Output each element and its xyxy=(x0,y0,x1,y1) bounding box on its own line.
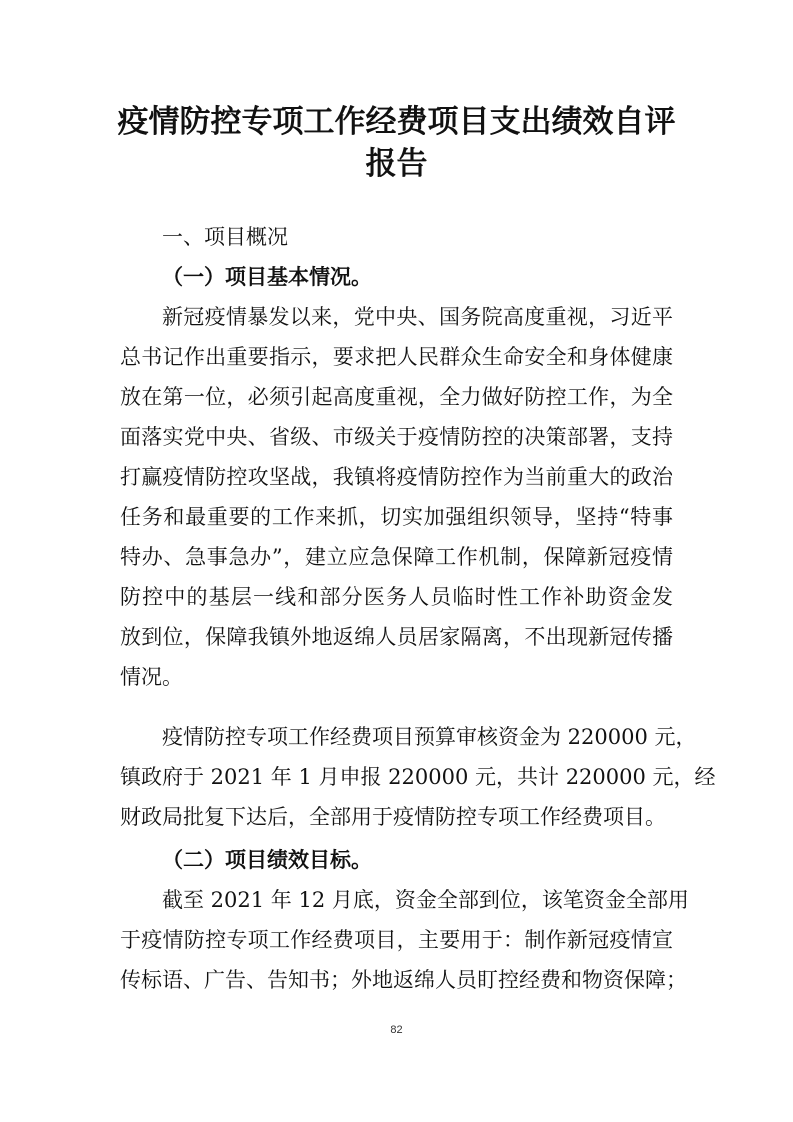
paragraph-3-line: 截至 2021 年 12 月底，资金全部到位，该笔资金全部用 xyxy=(162,888,689,912)
paragraph-1-line: 总书记作出重要指示，要求把人民群众生命安全和身体健康 xyxy=(120,345,673,369)
page-number: 82 xyxy=(390,1024,403,1036)
paragraph-1-line: 特办、急事急办”，建立应急保障工作机制，保障新冠疫情 xyxy=(120,545,673,569)
paragraph-1-line: 放到位，保障我镇外地返绵人员居家隔离，不出现新冠传播 xyxy=(120,625,673,649)
document-title-line-2: 报告 xyxy=(365,146,428,182)
paragraph-2-line: 财政局批复下达后，全部用于疫情防控专项工作经费项目。 xyxy=(120,805,666,829)
paragraph-3-line: 传标语、广告、告知书；外地返绵人员盯控经费和物资保障； xyxy=(120,968,687,992)
paragraph-1-line: 面落实党中央、省级、市级关于疫情防控的决策部署，支持 xyxy=(120,425,673,449)
paragraph-1-line: 打赢疫情防控攻坚战，我镇将疫情防控作为当前重大的政治 xyxy=(120,465,673,489)
document-title-line-1: 疫情防控专项工作经费项目支出绩效自评 xyxy=(117,104,676,140)
paragraph-2-line: 镇政府于 2021 年 1 月申报 220000 元，共计 220000 元，经 xyxy=(120,765,716,789)
subsection-heading-basic-info: （一）项目基本情况。 xyxy=(162,265,372,289)
paragraph-1-line: 放在第一位，必须引起高度重视，全力做好防控工作，为全 xyxy=(120,385,673,409)
paragraph-2-line: 疫情防控专项工作经费项目预算审核资金为 220000 元， xyxy=(162,725,697,749)
paragraph-1-line: 防控中的基层一线和部分医务人员临时性工作补助资金发 xyxy=(120,585,673,609)
section-heading-project-overview: 一、项目概况 xyxy=(162,225,288,249)
paragraph-1-line: 新冠疫情暴发以来，党中央、国务院高度重视，习近平 xyxy=(162,305,673,329)
paragraph-1-line: 任务和最重要的工作来抓，切实加强组织领导，坚持“特事 xyxy=(120,505,673,529)
paragraph-3-line: 于疫情防控专项工作经费项目，主要用于：制作新冠疫情宣 xyxy=(120,928,673,952)
paragraph-1-line: 情况。 xyxy=(120,665,183,689)
subsection-heading-performance-goals: （二）项目绩效目标。 xyxy=(162,848,372,872)
